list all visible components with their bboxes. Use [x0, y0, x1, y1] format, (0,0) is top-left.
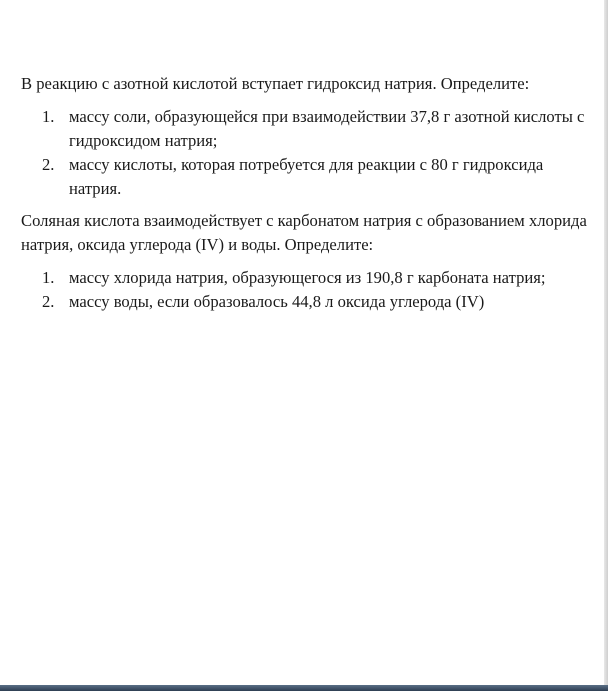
list-item	[21, 266, 591, 290]
list-item-text: массу соли, образующейся при взаимодействии 37,8 г азотной кислоты с гидроксидом натрия;	[69, 107, 585, 150]
page-edge-shadow	[604, 0, 608, 685]
list-item	[21, 153, 591, 201]
list-item-text: массу кислоты, которая потребуется для реакции с 80 г гидроксида натрия.	[69, 155, 544, 198]
list-number: 2.	[42, 292, 55, 311]
task2-list	[21, 266, 591, 314]
document-content	[21, 72, 591, 314]
list-number: 1.	[42, 107, 55, 126]
list-item-text: массу хлорида натрия, образующегося из 190,8 г карбоната натрия;	[69, 268, 546, 287]
list-item-text: массу воды, если образовалось 44,8 л оксида углерода (IV)	[69, 292, 485, 311]
list-number: 1.	[42, 268, 55, 287]
list-number: 2.	[42, 155, 55, 174]
task1-intro: В реакцию с азотной кислотой вступает гидроксид натрия. Определите:	[21, 74, 530, 93]
list-item	[21, 290, 591, 314]
task1-list	[21, 105, 591, 201]
list-item	[21, 105, 591, 153]
task2-intro: Соляная кислота взаимодействует с карбонатом натрия с образованием хлорида натрия, оксида углерода (IV) и воды. Определите:	[21, 211, 587, 254]
window-bottom-bar	[0, 685, 608, 691]
